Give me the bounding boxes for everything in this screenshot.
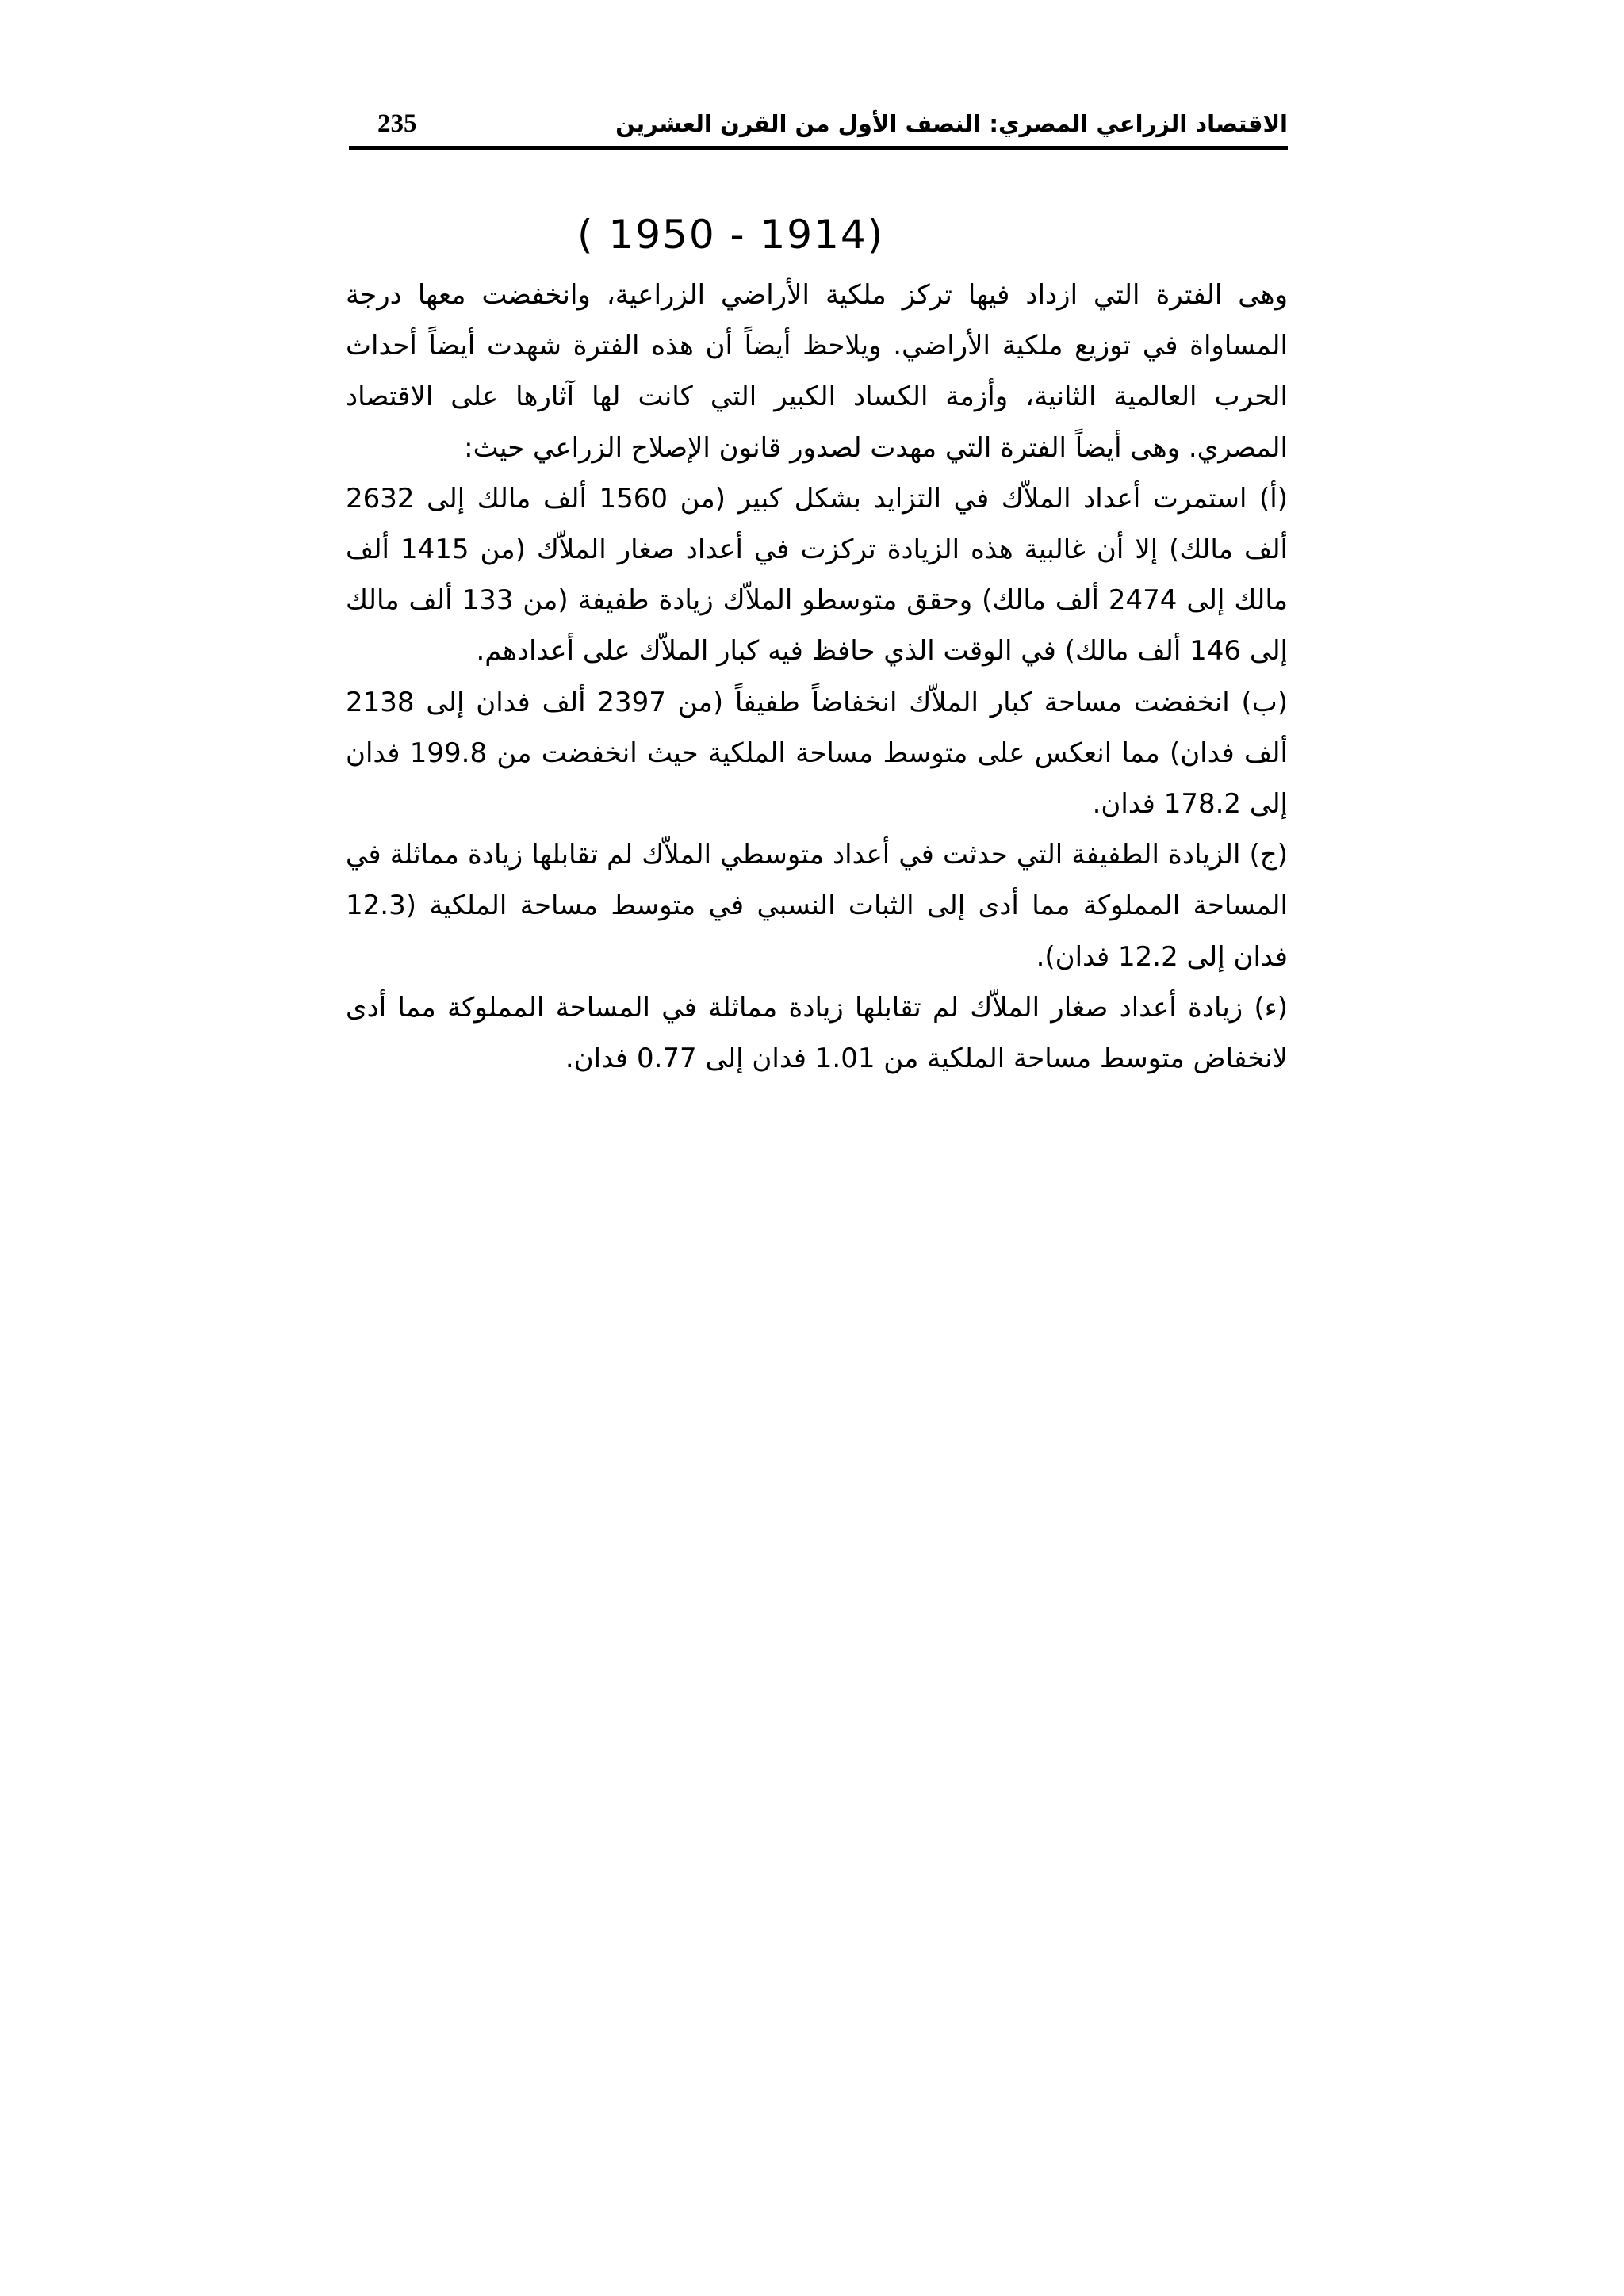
header-divider [349,146,1288,150]
point-a-paragraph: (أ) استمرت أعداد الملاّك في التزايد بشكل كبير (من 1560 ألف مالك إلى 2632 ألف مالك) إلا أن غالبية هذه الزيادة تركزت في أعداد صغار الملاّك (من 1415 ألف مالك إلى 2474 ألف مالك) وحقق متوسطو الملاّك زيادة طفيفة (من 133 ألف مالك إلى 146 ألف مالك) في الوقت الذي حافظ فيه كبار الملاّك على أعدادهم. [346,482,1288,668]
page-header [349,98,1288,147]
intro-paragraph: وهى الفترة التي ازداد فيها تركز ملكية الأراضي الزراعية، وانخفضت معها درجة المساواة في توزيع ملكية الأراضي. ويلاحظ أيضاً أن هذه الفترة شهدت أيضاً أحداث الحرب العالمية الثانية، وأزمة الكساد الكبير التي كانت لها آثارها على الاقتصاد المصري. وهى أيضاً الفترة التي مهدت لصدور قانون الإصلاح الزراعي حيث: [346,279,1288,464]
page-number: 235 [377,109,417,138]
point-d-paragraph: (ء) زيادة أعداد صغار الملاّك لم تقابلها زيادة مماثلة في المساحة المملوكة مما أدى لانخفاض متوسط مساحة الملكية من 1.01 فدان إلى 0.77 فدان. [346,991,1288,1075]
body-text [346,270,1288,1084]
point-b-paragraph: (ب) انخفضت مساحة كبار الملاّك انخفاضاً طفيفاً (من 2397 ألف فدان إلى 2138 ألف فدان) مما انعكس على متوسط مساحة الملكية حيث انخفضت من 199.8 فدان إلى 178.2 فدان. [346,686,1288,821]
point-c-paragraph: (ج) الزيادة الطفيفة التي حدثت في أعداد متوسطي الملاّك لم تقابلها زيادة مماثلة في المساحة المملوكة مما أدى إلى الثبات النسبي في متوسط مساحة الملكية (12.3 فدان إلى 12.2 فدان). [346,839,1288,973]
running-title: الاقتصاد الزراعي المصري: النصف الأول من القرن العشرين [615,110,1288,137]
period-heading: ( 1950 - 1914) [577,212,885,258]
